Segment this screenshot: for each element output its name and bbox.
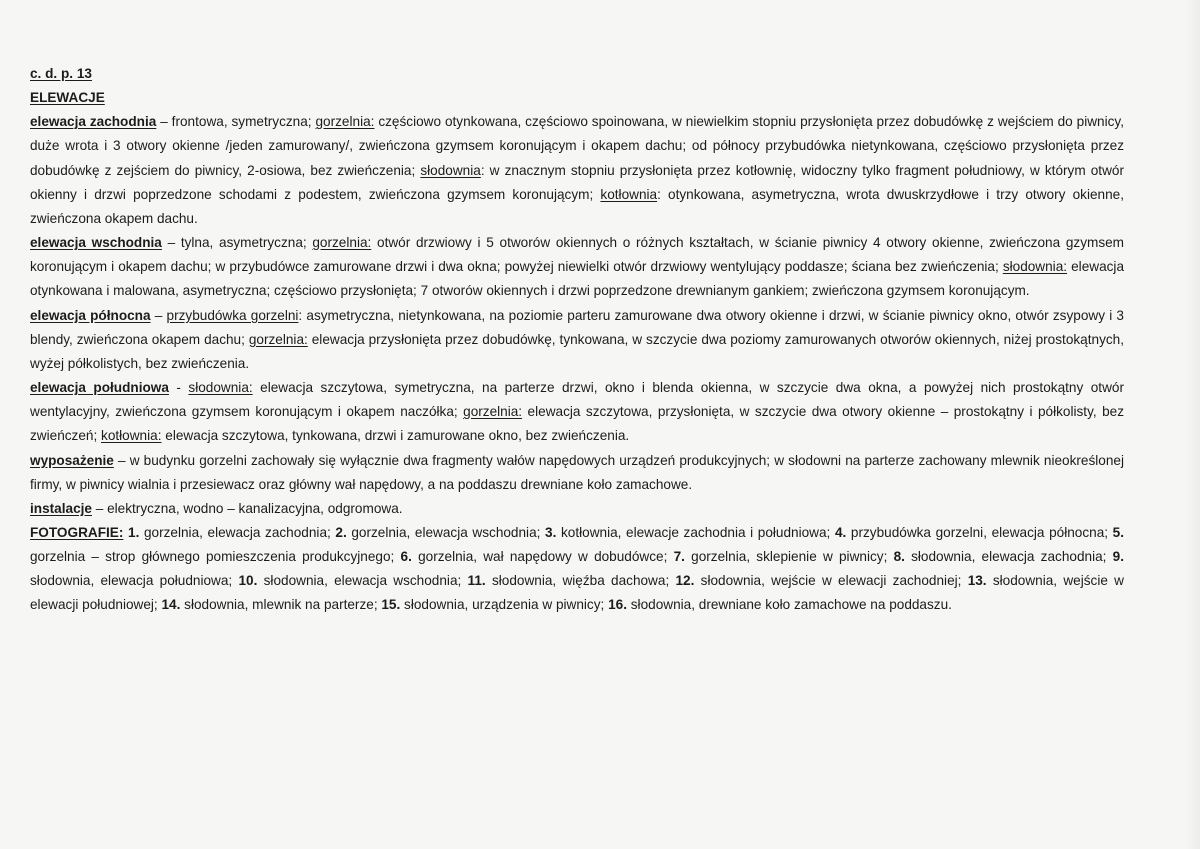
photo-item: 10. słodownia, elewacja wschodnia; bbox=[238, 573, 468, 589]
term-gorzelnia: gorzelnia: bbox=[312, 235, 372, 251]
term-gorzelnia: gorzelnia: bbox=[315, 114, 375, 130]
term-gorzelnia: gorzelnia: bbox=[248, 331, 308, 347]
heading-east-elevation: elewacja wschodnia bbox=[30, 235, 162, 251]
paragraph-east-elevation: elewacja wschodnia – tylna, asymetryczna; gorzelnia: otwór drzwiowy i 5 otworów okiennych o różnych kształtach, w ścianie piwnicy 4 otwory okienne, zwieńczona gzymsem koronującym i okapem dachu; w przybudówce zamurowane drzwi i dwa okna; powyżej niewielki otwór drzwiowy wentylujący poddasze; ściana bez zwieńczenia; słodownia: elewacja otynkowana i malowana, asymetryczna; częściowo przysłonięta; 7 otworów okiennych i drzwi poprzedzone drewnianym gankiem; zwieńczona gzymsem koronującym. bbox=[30, 235, 1125, 299]
document-body bbox=[30, 62, 1124, 618]
photo-item: 5. gorzelnia – strop głównego pomieszczenia produkcyjnego; bbox=[30, 524, 1125, 565]
term-przybudowka: przybudówka gorzelni bbox=[166, 307, 299, 323]
heading-equipment: wyposażenie bbox=[30, 452, 114, 468]
heading-south-elevation: elewacja południowa bbox=[30, 380, 169, 396]
photo-item: 3. kotłownia, elewacje zachodnia i południowa; bbox=[545, 524, 835, 540]
photo-item: 11. słodownia, więźba dachowa; bbox=[467, 573, 676, 589]
photo-item: 1. gorzelnia, elewacja zachodnia; bbox=[128, 524, 336, 540]
photo-item: 12. słodownia, wejście w elewacji zachodniej; bbox=[675, 573, 968, 589]
photo-item: 13. słodownia, wejście w elewacji południowej; bbox=[30, 573, 1124, 613]
scan-edge-shadow bbox=[1186, 0, 1200, 849]
heading-west-elevation: elewacja zachodnia bbox=[30, 114, 157, 130]
photo-item: 6. gorzelnia, wał napędowy w dobudówce; bbox=[400, 549, 674, 565]
paragraph-west-elevation: elewacja zachodnia – frontowa, symetryczna; gorzelnia: częściowo otynkowana, częściowo spoinowana, w niewielkim stopniu przysłonięta przez dobudówkę z wejściem do piwnicy, duże wrota i 3 otwory okienne /jeden zamurowany/, zwieńczona gzymsem koronującym i okapem dachu; od północy przybudówka nietynkowana, częściowo przysłonięta przez dobudówkę z zejściem do piwnicy, 2-osiowa, bez zwieńczenia; słodownia: w znacznym stopniu przysłonięta przez kotłownię, widoczny tylko fragment południowy, w którym otwór okienny i drzwi poprzedzone schodami z podestem, zwieńczona gzymsem koronującym; kotłownia: otynkowana, asymetryczna, wrota dwuskrzydłowe i trzy otwory okienne, zwieńczona okapem dachu. bbox=[30, 114, 1124, 226]
photo-item: 7. gorzelnia, sklepienie w piwnicy; bbox=[673, 549, 894, 565]
continuation-note: c. d. p. 13 bbox=[30, 66, 92, 81]
photo-item: 4. przybudówka gorzelni, elewacja północna; bbox=[834, 524, 1113, 540]
term-kotlownia: kotłownia: bbox=[101, 428, 162, 444]
paragraph-north-elevation: elewacja północna – przybudówka gorzelni: asymetryczna, nietynkowana, na poziomie parteru zamurowane dwa otwory okienne i drzwi, w ścianie piwnicy okno, otwór zsypowy i 3 blendy, zwieńczona okapem dachu; gorzelnia: elewacja przysłonięta przez dobudówkę, tynkowana, w szczycie dwa poziomy zamurowanych otworów okiennych, niżej prostokątnych, wyżej półkolistych, bez zwieńczenia. bbox=[30, 307, 1124, 371]
heading-north-elevation: elewacja północna bbox=[30, 307, 151, 323]
photo-item: 14. słodownia, mlewnik na parterze; bbox=[161, 597, 382, 613]
photo-item: 8. słodownia, elewacja zachodnia; bbox=[893, 549, 1113, 565]
photo-item: 16. słodownia, drewniane koło zamachowe na poddaszu. bbox=[608, 597, 952, 613]
photo-item: 15. słodownia, urządzenia w piwnicy; bbox=[381, 597, 609, 613]
photo-item: 9. słodownia, elewacja południowa; bbox=[30, 549, 1124, 589]
heading-installations: instalacje bbox=[30, 500, 92, 516]
term-gorzelnia: gorzelnia: bbox=[463, 404, 523, 420]
term-kotlownia: kotłownia bbox=[600, 186, 658, 202]
heading-photos: FOTOGRAFIE: bbox=[30, 524, 124, 540]
section-title: ELEWACJE bbox=[30, 90, 105, 106]
term-slodownia: słodownia: bbox=[188, 380, 253, 396]
paragraph-south-elevation: elewacja południowa - słodownia: elewacja szczytowa, symetryczna, na parterze drzwi, okno i blenda okienna, w szczycie dwa okna, a powyżej nich prostokątny otwór wentylacyjny, zwieńczona gzymsem koronującym i okapem naczółka; gorzelnia: elewacja szczytowa, przysłonięta, w szczycie dwa otwory okienne – prostokątny i półkolisty, bez zwieńczeń; kotłownia: elewacja szczytowa, tynkowana, drzwi i zamurowane okno, bez zwieńczenia. bbox=[30, 380, 1125, 444]
term-slodownia: słodownia: bbox=[1002, 259, 1068, 275]
paragraph-photos bbox=[30, 521, 1124, 618]
paragraph-installations: instalacje – elektryczna, wodno – kanalizacyjna, odgromowa. bbox=[30, 500, 403, 516]
photo-item: 2. gorzelnia, elewacja wschodnia; bbox=[335, 524, 546, 540]
term-slodownia: słodownia bbox=[420, 162, 481, 178]
paragraph-equipment: wyposażenie – w budynku gorzelni zachowały się wyłącznie dwa fragmenty wałów napędowych urządzeń produkcyjnych; w słodowni na parterze zachowany mlewnik nieokreślonej firmy, w piwnicy wialnia i przesiewacz oraz główny wał napędowy, a na poddaszu drewniane koło zamachowe. bbox=[30, 452, 1124, 492]
